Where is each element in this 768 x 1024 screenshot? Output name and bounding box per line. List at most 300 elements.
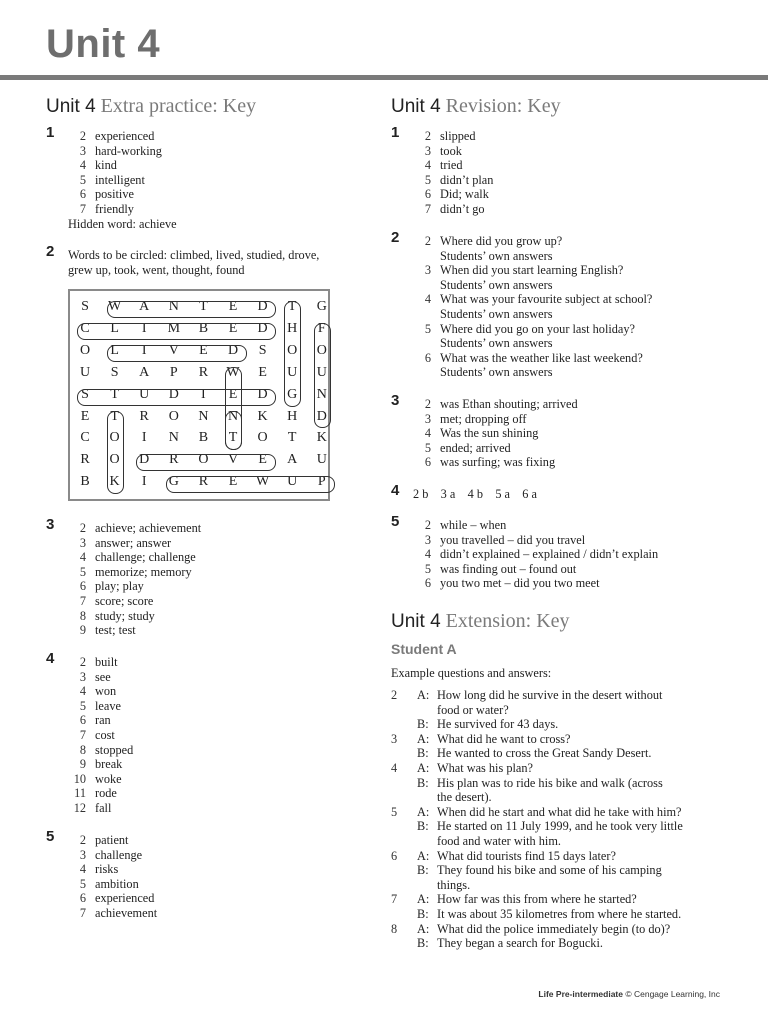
- item-number: [413, 365, 440, 380]
- answer-item: [68, 906, 346, 921]
- answer-item: [413, 426, 731, 441]
- item-text: slipped: [440, 129, 476, 143]
- grid-letter: G: [168, 474, 179, 490]
- grid-letter: R: [169, 452, 179, 468]
- speaker-label: B:: [417, 746, 429, 761]
- item-number: 4: [424, 292, 431, 307]
- answer-item: [413, 202, 731, 217]
- grid-letter: R: [80, 452, 90, 468]
- grid-letter: E: [199, 342, 208, 358]
- qa-text: When did he start and what did he take with him?: [437, 804, 682, 819]
- grid-letter: E: [228, 299, 238, 314]
- item-number: 10: [73, 771, 86, 786]
- qa-line: [391, 805, 736, 820]
- circle-instructions-line2: grew up, took, went, thought, found: [68, 262, 245, 277]
- exercise-number: 3: [46, 516, 55, 533]
- qa-line: [391, 688, 736, 703]
- item-text: won: [95, 684, 117, 699]
- grid-letter: L: [110, 342, 119, 358]
- item-number: 3: [79, 847, 86, 862]
- grid-letter: O: [79, 342, 91, 358]
- exercise-number: 2: [391, 229, 400, 246]
- item-text: What was the weather like last weekend?: [440, 350, 643, 365]
- item-number: 6: [79, 187, 86, 202]
- item-text: ambition: [95, 876, 139, 891]
- answer-item: [413, 307, 731, 322]
- item-text: didn’t go: [440, 201, 485, 216]
- item-number: 6: [79, 579, 86, 594]
- grid-letter: E: [228, 474, 238, 490]
- qa-line: [391, 922, 736, 937]
- item-number: 5: [424, 321, 431, 336]
- circle-instructions-line1: Words to be circled: climbed, lived, studied, drove,: [68, 248, 320, 262]
- qa-line: [391, 834, 736, 849]
- speaker-label: [405, 790, 437, 805]
- matching-answers: 2 b 3 a 4 b 5 a 6 a: [413, 487, 537, 501]
- answer-item: [60, 772, 346, 787]
- answer-item: [413, 187, 731, 202]
- grid-letter: F: [317, 320, 326, 336]
- grid-letter: W: [107, 299, 122, 314]
- qa-text: He started on 11 July 1999, and he took very little: [437, 819, 683, 834]
- footer-copyright: © Cengage Learning, Inc: [625, 989, 720, 999]
- answer-item: [68, 173, 356, 188]
- speaker-label: B:: [417, 936, 429, 951]
- grid-letter: E: [258, 364, 267, 380]
- grid-letter: R: [198, 364, 209, 380]
- qa-text: the desert).: [437, 790, 492, 805]
- item-text: built: [95, 655, 118, 669]
- exercise-number: 3: [391, 392, 400, 409]
- item-number: 6: [424, 576, 431, 591]
- item-number: [413, 278, 440, 293]
- answer-item: [413, 412, 731, 427]
- qa-number: 7: [391, 892, 398, 907]
- circled-word: [284, 301, 301, 407]
- item-number: 5: [79, 564, 86, 579]
- item-text: positive: [95, 187, 134, 202]
- qa-text: They began a search for Bogucki.: [437, 936, 603, 951]
- grid-letter: T: [287, 430, 297, 446]
- qa-text: food or water?: [437, 702, 509, 717]
- qa-line: [391, 878, 736, 893]
- qa-line: [391, 936, 736, 951]
- grid-letter: D: [316, 408, 327, 424]
- speaker-label: A:: [417, 848, 430, 863]
- speaker-label: [405, 703, 437, 718]
- item-text: Students’ own answers: [440, 248, 553, 263]
- qa-line: [391, 717, 736, 732]
- answer-item: [68, 623, 346, 638]
- circled-word: [136, 454, 276, 471]
- speaker-label: B:: [417, 863, 429, 878]
- item-number: 6: [424, 187, 431, 202]
- speaker-label: B:: [417, 775, 429, 790]
- page-title: Unit 4: [46, 22, 161, 66]
- answer-item: [68, 609, 346, 624]
- item-number: 2: [424, 518, 431, 532]
- item-number: 5: [424, 561, 431, 576]
- grid-letter: N: [168, 430, 179, 446]
- answer-item: [68, 536, 346, 551]
- item-text: Students’ own answers: [440, 365, 553, 380]
- item-text: What was your favourite subject at school?: [440, 292, 653, 307]
- grid-letter: O: [287, 342, 298, 358]
- speaker-label: A:: [417, 688, 430, 702]
- qa-text: What did the police immediately begin (to do)?: [437, 921, 671, 936]
- item-number: [413, 249, 440, 264]
- qa-number: 5: [391, 804, 398, 819]
- grid-letter: A: [139, 299, 150, 314]
- qa-text: How long did he survive in the desert without: [437, 688, 663, 702]
- grid-letter: H: [287, 408, 298, 424]
- qa-number: 4: [391, 760, 398, 775]
- item-number: 5: [79, 876, 86, 891]
- item-text: challenge: [95, 847, 143, 862]
- answer-item: [60, 670, 346, 685]
- answer-item: [413, 249, 731, 264]
- grid-letter: O: [198, 452, 209, 468]
- exercise-number: 5: [391, 513, 400, 530]
- revision-ex2: [391, 229, 731, 380]
- grid-letter: S: [81, 386, 89, 402]
- circled-word: [77, 386, 276, 406]
- item-text: kind: [95, 158, 117, 173]
- grid-letter: I: [141, 474, 147, 490]
- grid-letter: I: [141, 320, 147, 336]
- item-text: study; study: [95, 608, 155, 623]
- extension-unit: Unit 4: [391, 611, 441, 632]
- qa-text: It was about 35 kilometres from where he started.: [437, 906, 682, 921]
- item-text: challenge; challenge: [95, 550, 196, 565]
- grid-letter: T: [199, 299, 208, 314]
- answer-item: [413, 158, 731, 173]
- extension-label: Extension: Key: [445, 610, 570, 632]
- item-text: risks: [95, 862, 119, 877]
- footer: [538, 989, 720, 999]
- qa-number: 8: [391, 921, 398, 936]
- item-number: [413, 336, 440, 351]
- grid-letter: C: [80, 430, 90, 446]
- qa-text: He wanted to cross the Great Sandy Desert.: [437, 746, 652, 761]
- exercise-number: 5: [46, 828, 55, 845]
- extra-ex3: [46, 516, 346, 638]
- qa-number: [391, 907, 405, 922]
- example-intro: Example questions and answers:: [391, 666, 552, 680]
- circled-word: [225, 411, 242, 451]
- grid-letter: O: [168, 408, 179, 424]
- item-number: 7: [424, 201, 431, 216]
- item-number: 5: [424, 440, 431, 455]
- grid-letter: U: [79, 364, 91, 380]
- answer-item: [60, 801, 346, 816]
- item-number: 3: [424, 411, 431, 426]
- qa-line: [391, 746, 736, 761]
- item-text: achieve; achievement: [95, 521, 202, 535]
- item-number: 9: [79, 757, 86, 772]
- item-text: Students’ own answers: [440, 277, 553, 292]
- answer-item: [68, 594, 346, 609]
- qa-line: [391, 790, 736, 805]
- grid-letter: D: [139, 452, 150, 468]
- grid-letter: G: [287, 386, 298, 402]
- answer-item: [413, 322, 731, 337]
- student-a-heading: Student A: [391, 641, 457, 657]
- answer-item: [68, 579, 346, 594]
- item-number: [413, 307, 440, 322]
- item-text: didn’t plan: [440, 172, 494, 187]
- speaker-label: [405, 834, 437, 849]
- item-number: 6: [424, 350, 431, 365]
- grid-letter: I: [141, 430, 147, 446]
- item-number: 3: [79, 143, 86, 158]
- grid-letter: G: [316, 299, 327, 314]
- grid-letter: N: [316, 386, 327, 402]
- answer-item: [413, 144, 731, 159]
- answer-item: [60, 713, 346, 728]
- exercise-number: 2: [46, 243, 55, 260]
- grid-letter: P: [317, 474, 326, 490]
- qa-text: What did he want to cross?: [437, 731, 571, 746]
- qa-text: What did tourists find 15 days later?: [437, 848, 616, 863]
- circled-word: [107, 411, 124, 495]
- exercise-number: 1: [391, 124, 400, 141]
- grid-letter: D: [168, 386, 179, 402]
- item-number: 6: [79, 891, 86, 906]
- qa-number: [391, 776, 405, 791]
- item-number: 3: [424, 263, 431, 278]
- answer-item: [68, 129, 356, 144]
- qa-list: [391, 688, 736, 951]
- qa-text: His plan was to ride his bike and walk (across: [437, 775, 663, 790]
- item-text: Was the sun shining: [440, 426, 539, 441]
- answer-item: [68, 144, 356, 159]
- item-number: 4: [79, 550, 86, 565]
- item-text: rode: [95, 786, 117, 801]
- item-number: 11: [74, 786, 86, 801]
- grid-letter: R: [198, 474, 209, 490]
- answer-item: [60, 743, 346, 758]
- grid-letter: K: [257, 408, 268, 424]
- header-rule: [0, 75, 768, 80]
- item-text: break: [95, 757, 123, 772]
- revision-ex4: [391, 482, 731, 502]
- qa-line: [391, 819, 736, 834]
- speaker-label: A:: [417, 731, 430, 746]
- item-number: 8: [79, 742, 86, 757]
- item-text: see: [95, 669, 111, 684]
- item-text: play; play: [95, 579, 144, 594]
- grid-letter: V: [227, 452, 239, 468]
- circled-word: [77, 320, 276, 340]
- speaker-label: B:: [417, 906, 429, 921]
- item-number: 2: [79, 521, 86, 535]
- qa-line: [391, 863, 736, 878]
- grid-letter: B: [80, 474, 90, 490]
- answer-item: [60, 684, 346, 699]
- extra-ex4: [46, 650, 346, 816]
- qa-number: [391, 717, 405, 732]
- hidden-word: Hidden word: achieve: [68, 216, 177, 231]
- qa-number: [391, 834, 405, 849]
- item-text: achievement: [95, 905, 158, 920]
- grid-letter: N: [168, 299, 179, 314]
- item-number: 2: [79, 129, 86, 143]
- qa-line: [391, 776, 736, 791]
- item-text: while – when: [440, 518, 507, 532]
- item-number: 4: [424, 426, 431, 441]
- grid-letter: W: [255, 474, 270, 490]
- item-text: cost: [95, 727, 115, 742]
- answer-item: [413, 576, 741, 591]
- grid-letter: M: [167, 320, 181, 336]
- item-number: 7: [79, 201, 86, 216]
- answer-item: [68, 833, 346, 848]
- answer-item: [413, 263, 731, 278]
- grid-letter: P: [169, 364, 178, 380]
- answer-item: [60, 786, 346, 801]
- grid-letter: U: [139, 386, 150, 402]
- answer-item: [68, 158, 356, 173]
- grid-letter: O: [316, 342, 327, 358]
- answer-item: [68, 877, 346, 892]
- item-text: took: [440, 143, 462, 158]
- extra-practice-unit: Unit 4: [46, 96, 96, 117]
- item-text: Students’ own answers: [440, 306, 553, 321]
- qa-number: 3: [391, 731, 398, 746]
- item-text: leave: [95, 698, 121, 713]
- item-text: When did you start learning English?: [440, 263, 624, 278]
- item-text: met; dropping off: [440, 411, 527, 426]
- item-text: was finding out – found out: [440, 561, 577, 576]
- qa-number: [391, 863, 405, 878]
- item-text: memorize; memory: [95, 564, 192, 579]
- qa-number: 6: [391, 848, 398, 863]
- qa-text: What was his plan?: [437, 760, 533, 775]
- grid-letter: T: [228, 430, 238, 446]
- item-number: 4: [79, 862, 86, 877]
- extra-ex5: [46, 828, 346, 921]
- grid-letter: N: [198, 408, 209, 424]
- answer-item: [413, 562, 741, 577]
- item-number: 5: [79, 698, 86, 713]
- item-text: patient: [95, 833, 129, 847]
- circled-word: [107, 301, 277, 318]
- qa-text: things.: [437, 877, 471, 892]
- grid-letter: O: [109, 430, 120, 446]
- answer-item: [413, 518, 741, 533]
- qa-line: [391, 907, 736, 922]
- grid-letter: S: [258, 342, 267, 358]
- item-text: ran: [95, 713, 111, 728]
- item-number: 8: [79, 608, 86, 623]
- extra-practice-title: [46, 95, 256, 118]
- grid-letter: L: [110, 320, 119, 336]
- item-text: fall: [95, 800, 112, 815]
- item-number: 3: [424, 532, 431, 547]
- answer-item: [68, 187, 356, 202]
- answer-item: [413, 336, 731, 351]
- circled-word: [107, 342, 247, 362]
- speaker-label: A:: [417, 760, 430, 775]
- item-number: 6: [424, 455, 431, 470]
- qa-number: [391, 746, 405, 761]
- answer-item: [68, 862, 346, 877]
- item-number: 5: [424, 172, 431, 187]
- qa-text: He survived for 43 days.: [437, 717, 559, 732]
- grid-letter: U: [287, 474, 298, 490]
- grid-letter: R: [139, 408, 149, 424]
- grid-letter: S: [81, 299, 89, 314]
- item-text: hard-working: [95, 143, 162, 158]
- extra-ex2: [46, 243, 366, 277]
- footer-book: Life Pre-intermediate: [538, 989, 623, 999]
- answer-item: [68, 891, 346, 906]
- speaker-label: B:: [417, 819, 429, 834]
- answer-item: [68, 202, 356, 217]
- item-number: 2: [79, 833, 86, 847]
- speaker-label: B:: [417, 717, 429, 732]
- qa-number: 2: [391, 688, 398, 702]
- item-text: experienced: [95, 891, 155, 906]
- qa-line: [391, 703, 736, 718]
- item-text: experienced: [95, 129, 155, 143]
- item-number: 2: [79, 655, 86, 669]
- grid-letter: E: [228, 320, 238, 336]
- item-number: 2: [424, 129, 431, 143]
- word-search-grid: [68, 289, 330, 501]
- revision-ex5: [391, 513, 741, 591]
- answer-item: [413, 455, 731, 470]
- item-text: was surfing; was fixing: [440, 455, 556, 470]
- grid-letter: C: [80, 320, 90, 336]
- grid-letter: I: [141, 342, 147, 358]
- answer-item: [68, 565, 346, 580]
- grid-letter: E: [258, 452, 267, 468]
- item-text: Where did you go on your last holiday?: [440, 321, 635, 336]
- item-number: 3: [79, 669, 86, 684]
- exercise-number: 4: [46, 650, 55, 667]
- item-number: 5: [79, 172, 86, 187]
- grid-letter: E: [228, 386, 238, 402]
- grid-letter: S: [110, 364, 119, 380]
- revision-ex1: [391, 124, 731, 217]
- item-text: answer; answer: [95, 535, 172, 550]
- grid-letter: E: [80, 408, 90, 424]
- qa-number: [391, 703, 405, 718]
- grid-letter: T: [110, 408, 119, 424]
- qa-number: [391, 790, 405, 805]
- item-number: 12: [73, 800, 86, 815]
- grid-letter: K: [316, 430, 327, 446]
- circled-word: [314, 323, 331, 429]
- item-text: woke: [95, 771, 122, 786]
- grid-letter: B: [198, 430, 209, 446]
- item-number: 7: [79, 727, 86, 742]
- answer-item: [413, 441, 731, 456]
- item-text: score; score: [95, 593, 154, 608]
- answer-item: [60, 655, 346, 670]
- grid-letter: T: [110, 386, 119, 402]
- revision-label: Revision: Key: [445, 95, 561, 117]
- grid-letter: W: [226, 364, 240, 380]
- answer-item: [60, 757, 346, 772]
- item-number: 7: [79, 593, 86, 608]
- grid-letter: U: [287, 364, 298, 380]
- grid-letter: A: [139, 364, 150, 380]
- grid-letter: V: [168, 342, 179, 358]
- grid-letter: I: [201, 386, 206, 402]
